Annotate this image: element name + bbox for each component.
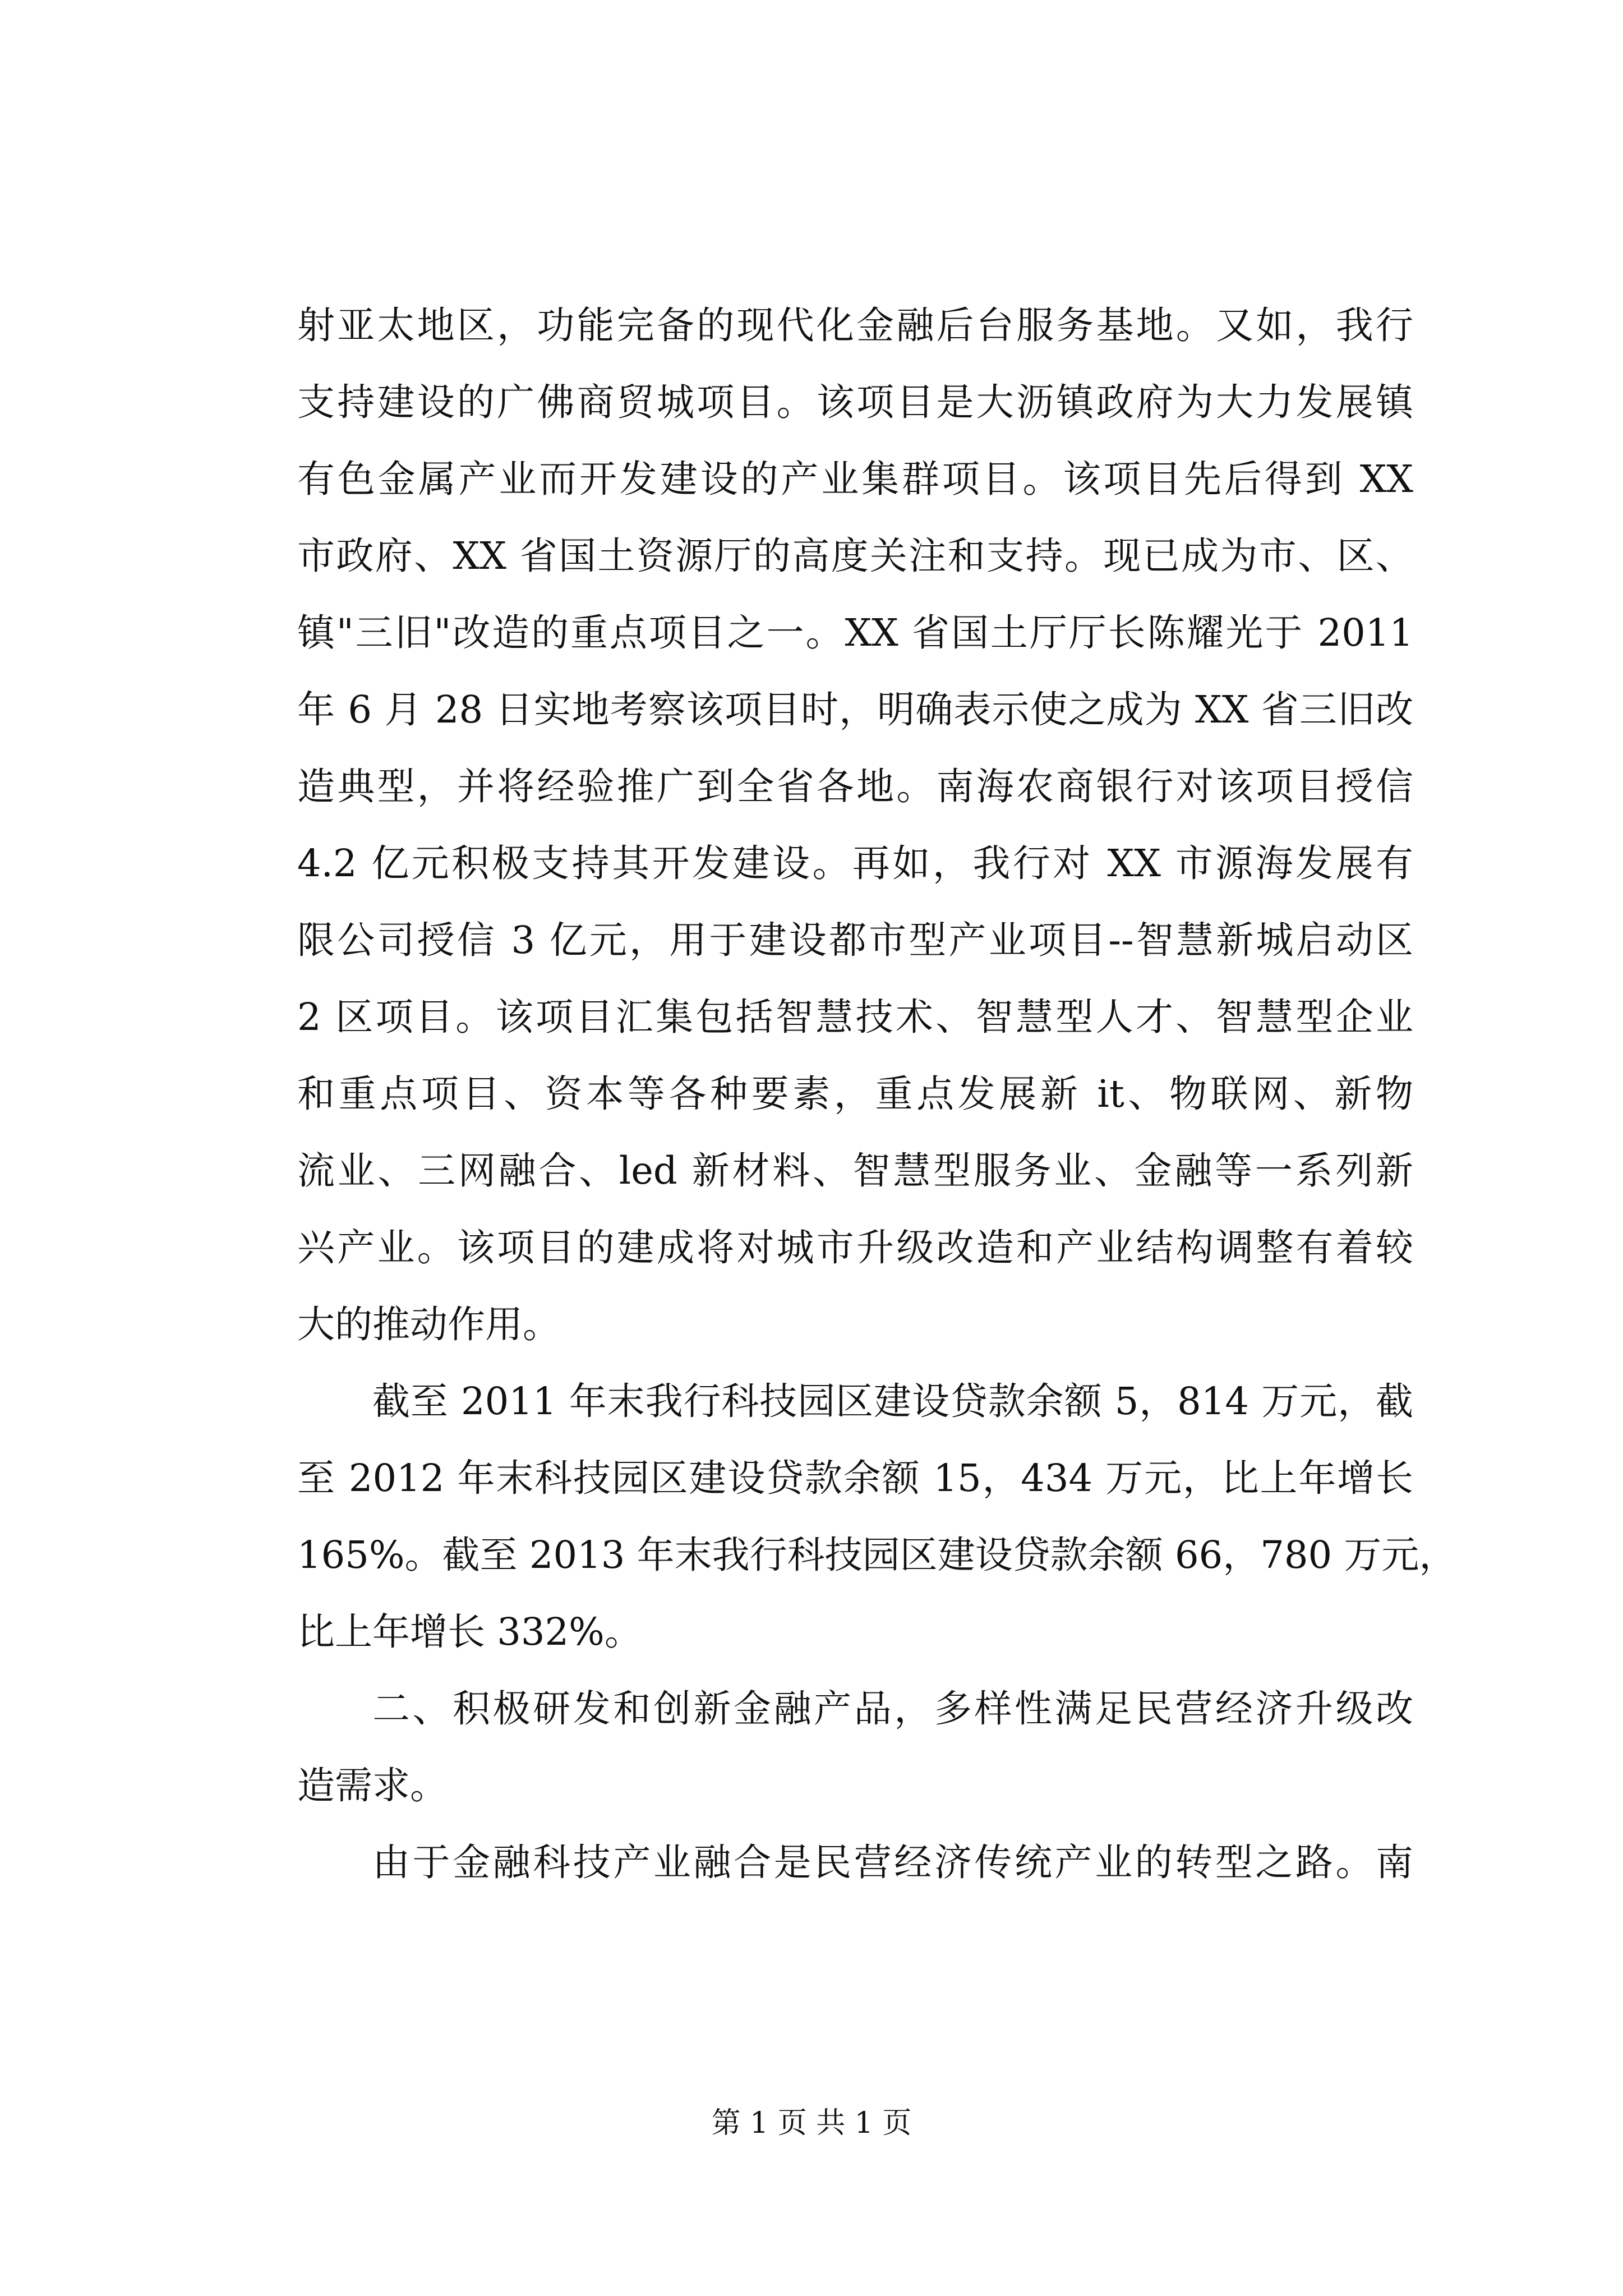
text-line: 由于金融科技产业融合是民营经济传统产业的转型之路。南 xyxy=(372,1841,1413,1884)
text-line: 4.2 亿元积极支持其开发建设。再如，我行对 XX 市源海发展有 xyxy=(297,841,1413,885)
text-line: 大的推动作用。 xyxy=(297,1303,560,1346)
text-line: 造典型，并将经验推广到全省各地。南海农商银行对该项目授信 xyxy=(297,765,1413,808)
text-line: 至 2012 年末科技园区建设贷款余额 15，434 万元，比上年增长 xyxy=(297,1456,1413,1500)
text-line: 有色金属产业而开发建设的产业集群项目。该项目先后得到 XX xyxy=(297,457,1413,501)
page-footer: 第 1 页 共 1 页 xyxy=(711,2106,912,2140)
text-line: 限公司授信 3 亿元，用于建设都市型产业项目--智慧新城启动区 xyxy=(297,918,1413,962)
text-line: 二、积极研发和创新金融产品，多样性满足民营经济升级改 xyxy=(372,1687,1413,1731)
text-line: 2 区项目。该项目汇集包括智慧技术、智慧型人才、智慧型企业 xyxy=(297,995,1413,1039)
text-line: 镇"三旧"改造的重点项目之一。XX 省国土厅厅长陈耀光于 2011 xyxy=(297,611,1413,655)
text-line: 造需求。 xyxy=(297,1764,448,1807)
text-line: 支持建设的广佛商贸城项目。该项目是大沥镇政府为大力发展镇 xyxy=(297,380,1413,424)
text-line: 兴产业。该项目的建成将对城市升级改造和产业结构调整有着较 xyxy=(297,1226,1413,1269)
text-line: 流业、三网融合、led 新材料、智慧型服务业、金融等一系列新 xyxy=(297,1149,1413,1193)
text-line: 比上年增长 332%。 xyxy=(297,1610,642,1654)
text-line: 射亚太地区，功能完备的现代化金融后台服务基地。又如，我行 xyxy=(297,303,1413,347)
text-line: 市政府、XX 省国土资源厅的高度关注和支持。现已成为市、区、 xyxy=(297,534,1413,578)
text-line: 截至 2011 年末我行科技园区建设贷款余额 5，814 万元，截 xyxy=(372,1379,1413,1423)
text-line: 和重点项目、资本等各种要素，重点发展新 it、物联网、新物 xyxy=(297,1072,1413,1116)
text-line: 165%。截至 2013 年末我行科技园区建设贷款余额 66，780 万元， xyxy=(297,1533,1457,1577)
text-line: 年 6 月 28 日实地考察该项目时，明确表示使之成为 XX 省三旧改 xyxy=(297,688,1413,731)
